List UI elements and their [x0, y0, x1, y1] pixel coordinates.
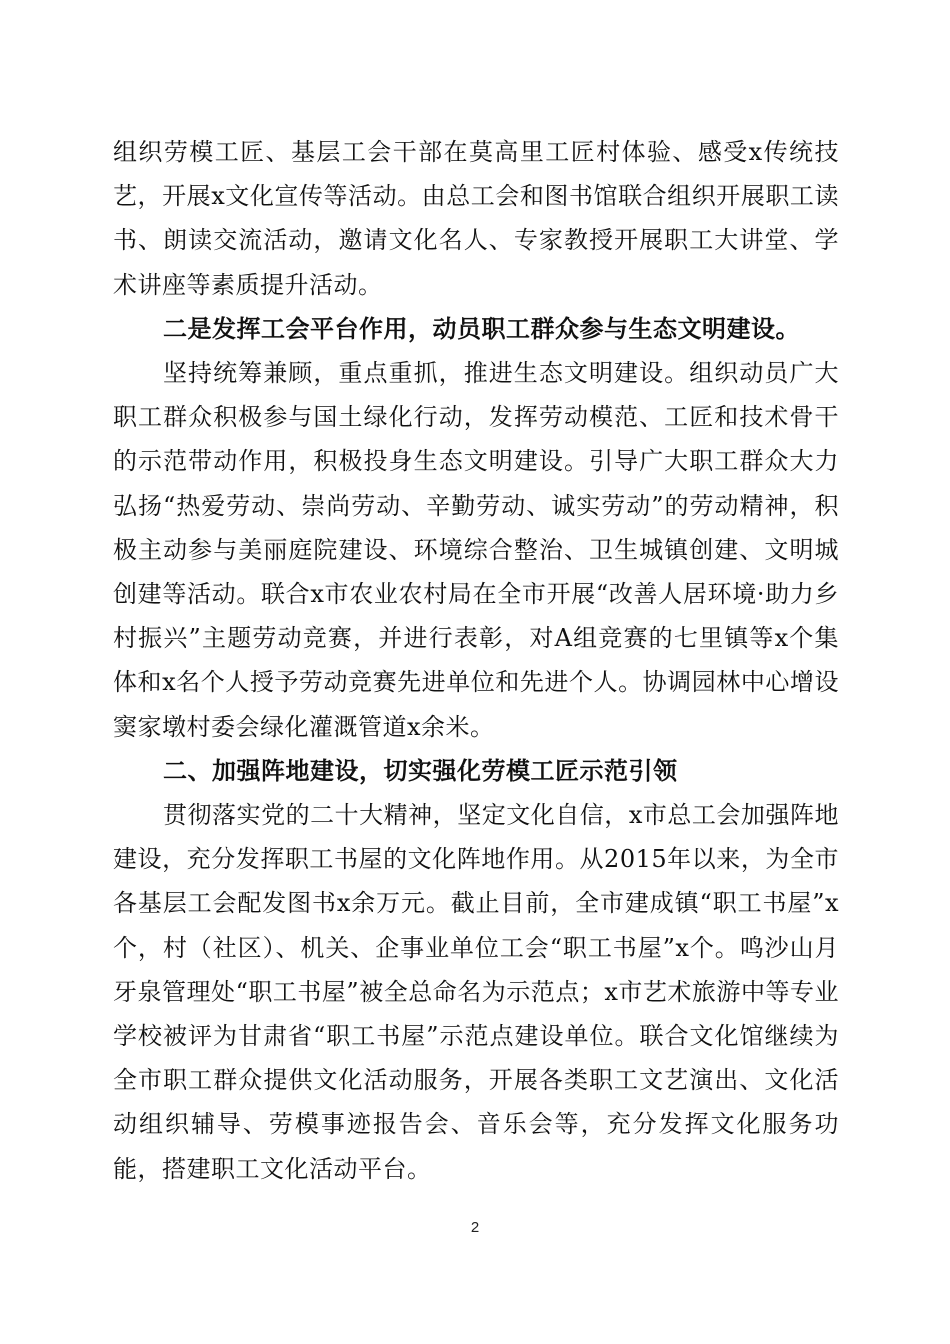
paragraph-positions: 贯彻落实党的二十大精神，坚定文化自信，x市总工会加强阵地建设，充分发挥职工书屋的文化阵地作用。从2015年以来，为全市各基层工会配发图书x余万元。截止目前，全市建成镇“职工书屋”x个，村（社区）、机关、企事业单位工会“职工书屋”x个。鸣沙山月牙泉管理处“职工书屋”被全总命名为示范点；x市艺术旅游中等专业学校被评为甘肃省“职工书屋”示范点建设单位。联合文化馆继续为全市职工群众提供文化活动服务，开展各类职工文艺演出、文化活动组织辅导、劳模事迹报告会、音乐会等，充分发挥文化服务功能，搭建职工文化活动平台。	[113, 801, 839, 1183]
document-body	[113, 130, 839, 1191]
paragraph-ecology: 坚持统筹兼顾，重点重抓，推进生态文明建设。组织动员广大职工群众积极参与国土绿化行动，发挥劳动模范、工匠和技术骨干的示范带动作用，积极投身生态文明建设。引导广大职工群众大力弘扬“热爱劳动、崇尚劳动、辛勤劳动、诚实劳动”的劳动精神，积极主动参与美丽庭院建设、环境综合整治、卫生城镇创建、文明城创建等活动。联合x市农业农村局在全市开展“改善人居环境·助力乡村振兴”主题劳动竞赛，并进行表彰，对A组竞赛的七里镇等x个集体和x名个人授予劳动竞赛先进单位和先进个人。协调园林中心增设窦家墩村委会绿化灌溉管道x余米。	[113, 359, 839, 741]
paragraph-continued: 组织劳模工匠、基层工会干部在莫高里工匠村体验、感受x传统技艺，开展x文化宣传等活动。由总工会和图书馆联合组织开展职工读书、朗读交流活动，邀请文化名人、专家教授开展职工大讲堂、学术讲座等素质提升活动。	[113, 138, 839, 299]
section-heading-ecology: 二是发挥工会平台作用，动员职工群众参与生态文明建设。	[163, 313, 800, 343]
page-number: 2	[470, 1219, 480, 1236]
section-heading-positions: 二、加强阵地建设，切实强化劳模工匠示范引领	[163, 755, 678, 785]
